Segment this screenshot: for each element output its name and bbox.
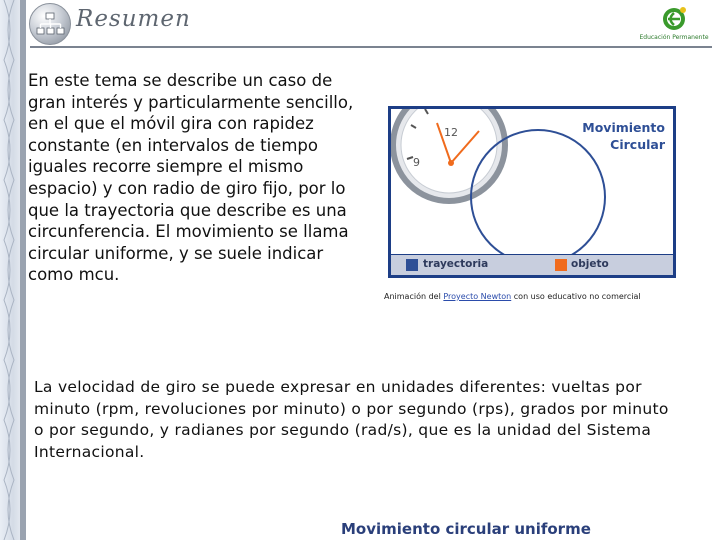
animation-title <box>582 119 665 153</box>
animation-title-line1: Movimiento <box>582 120 665 135</box>
caption-prefix: Animación del <box>384 292 444 301</box>
object-swatch <box>555 259 567 271</box>
proyecto-newton-link[interactable]: Proyecto Newton <box>443 292 512 301</box>
intro-paragraph: En este tema se describe un caso de gran interés y particularmente sencillo, en el que el móvil gira con rapidez constante (en intervalos de tiempo iguales recorre siempre el mismo espacio) y con radio de giro fijo, por lo que la trayectoria que describe es una circunferencia. El movimiento se llama circular uniforme, y se suele indicar como mcu. <box>28 71 354 285</box>
educacion-permanente-logo <box>636 4 712 44</box>
animation-canvas <box>391 109 673 254</box>
animation-legend <box>391 255 673 275</box>
sitemap-icon <box>29 3 71 45</box>
logo-caption: Educación Permanente <box>639 34 709 41</box>
footer-title: Movimiento circular uniforme <box>341 520 591 538</box>
clock-label-12: 12 <box>444 126 458 139</box>
page-title: Resumen <box>76 6 191 32</box>
header-divider <box>30 46 712 48</box>
speed-units-paragraph: La velocidad de giro se puede expresar en unidades diferentes: vueltas por minuto (rpm, revoluciones por minuto) o por segundo (rps), grados por minuto o por segundo, y radianes por segundo (rad/s), que es la unidad del Sistema Internacional. <box>34 378 669 461</box>
circular-motion-animation[interactable] <box>388 106 676 278</box>
decorative-side-band <box>0 0 26 540</box>
clock-label-9: 9 <box>413 156 420 169</box>
trajectory-swatch <box>406 259 418 271</box>
legend-trajectory-label: trayectoria <box>423 258 489 270</box>
animation-title-line2: Circular <box>610 137 665 152</box>
caption-suffix: con uso educativo no comercial <box>511 292 641 301</box>
legend-object-label: objeto <box>571 258 609 270</box>
animation-caption <box>384 292 641 301</box>
